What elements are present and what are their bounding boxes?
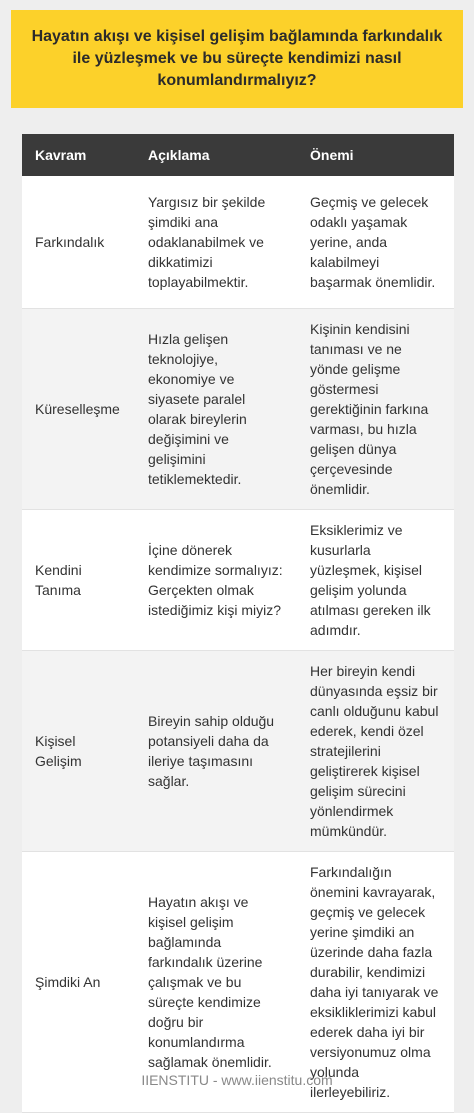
title-banner [11, 10, 463, 108]
kavram-cell: Şimdiki An [22, 851, 135, 1112]
table-row [22, 509, 454, 650]
onemi-cell: Kişinin kendisini tanıması ve ne yönde gelişme göstermesi gerektiğinin farkına varması, bu hızla gelişen dünya çerçevesinde önemlidir. [297, 308, 454, 509]
kavram-cell: Farkındalık [22, 176, 135, 308]
page-title: Hayatın akışı ve kişisel gelişim bağlamında farkındalık ile yüzleşmek ve bu süreçte kendimizi nasıl konumlandırmalıyız? [31, 28, 443, 89]
onemi-cell: Her bireyin kendi dünyasında eşsiz bir canlı olduğunu kabul ederek, kendi özel stratejilerini geliştirerek kişisel gelişim sürecini yönlendirmek mümkündür. [297, 650, 454, 851]
table-row [22, 650, 454, 851]
column-header-kavram: Kavram [22, 134, 135, 176]
table-header-row [22, 134, 454, 176]
column-header-aciklama: Açıklama [135, 134, 297, 176]
aciklama-cell: Yargısız bir şekilde şimdiki ana odaklanabilmek ve dikkatimizi toplayabilmektir. [135, 176, 297, 308]
aciklama-cell: Hayatın akışı ve kişisel gelişim bağlamında farkındalık üzerine çalışmak ve bu süreçte kendimize doğru bir konumlandırma sağlamak önemlidir. [135, 851, 297, 1112]
column-header-onemi: Önemi [297, 134, 454, 176]
onemi-cell: Eksiklerimiz ve kusurlarla yüzleşmek, kişisel gelişim yolunda atılması gereken ilk adımdır. [297, 509, 454, 650]
table-row [22, 176, 454, 308]
site-footer: IIENSTITU - www.iienstitu.com [141, 1072, 333, 1088]
concept-table [22, 134, 454, 1113]
aciklama-cell: Bireyin sahip olduğu potansiyeli daha da ileriye taşımasını sağlar. [135, 650, 297, 851]
kavram-cell: Kişisel Gelişim [22, 650, 135, 851]
kavram-cell: Kendini Tanıma [22, 509, 135, 650]
onemi-cell: Geçmiş ve gelecek odaklı yaşamak yerine, anda kalabilmeyi başarmak önemlidir. [297, 176, 454, 308]
kavram-cell: Küreselleşme [22, 308, 135, 509]
aciklama-cell: Hızla gelişen teknolojiye, ekonomiye ve siyasete paralel olarak bireylerin değişimini ve gelişimini tetiklemektedir. [135, 308, 297, 509]
table-row [22, 308, 454, 509]
onemi-cell: Farkındalığın önemini kavrayarak, geçmiş ve gelecek yerine şimdiki an üzerinde daha fazla durabilir, kendimizi daha iyi tanıyarak ve eksikliklerimizi kabul ederek daha iyi bir versiyonumuz olma yolunda ilerleyebiliriz. [297, 851, 454, 1112]
aciklama-cell: İçine dönerek kendimize sormalıyız: Gerçekten olmak istediğimiz kişi miyiz? [135, 509, 297, 650]
